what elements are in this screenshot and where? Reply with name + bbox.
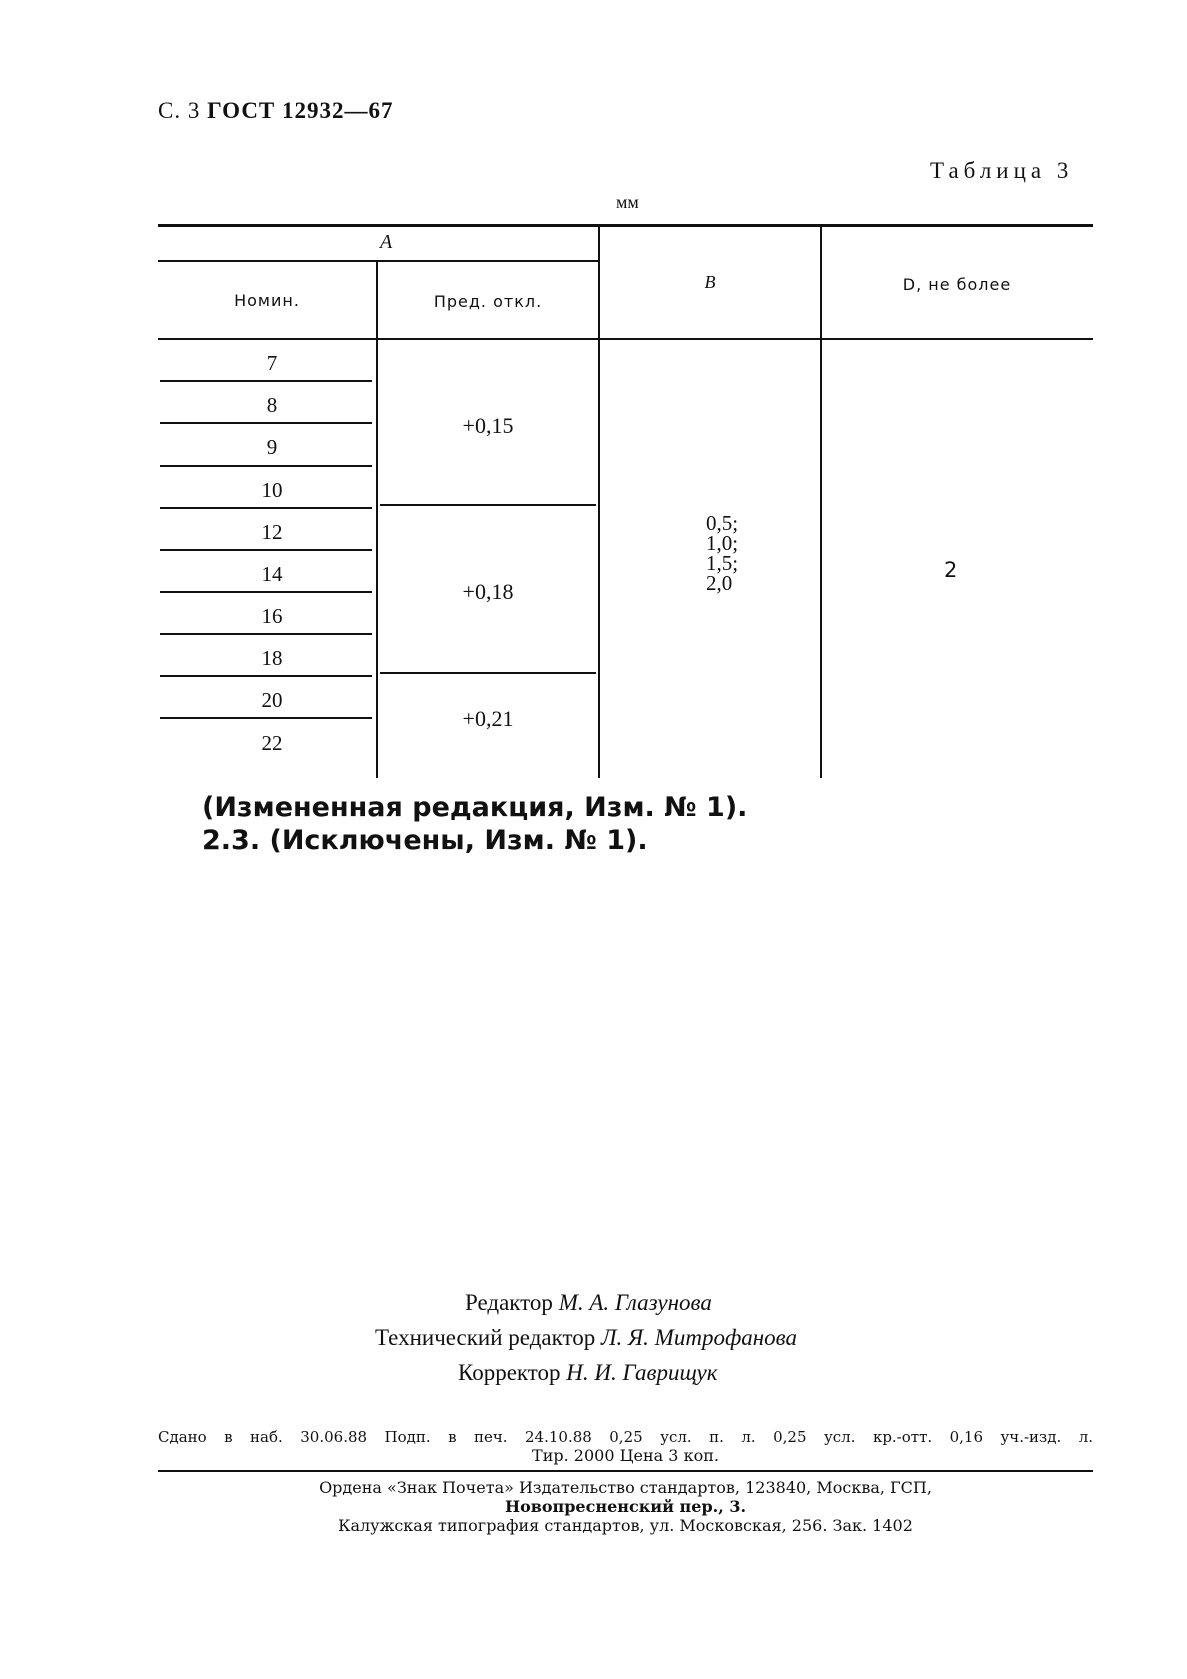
nominal-value: 22 [261,731,283,755]
imprint-line-1: Сдано в наб. 30.06.88 Подп. в печ. 24.10.88 0,25 усл. п. л. 0,25 усл. кр.-отт. 0,16 уч.-изд. л. [158,1428,1093,1446]
nominal-value: 10 [261,478,283,502]
standard-title: ГОСТ 12932—67 [207,98,394,123]
note-excluded: 2.3. (Исключены, Изм. № 1). [202,825,648,856]
deviation-group-rule [380,672,596,674]
row-rule [160,591,372,593]
nominal-value: 8 [266,393,278,417]
imprint-rule [158,1470,1093,1472]
deviation-group-rule [380,504,596,506]
tech-editor-name: Л. Я. Митрофанова [600,1325,798,1350]
credit-tech-editor: Технический редактор Л. Я. Митрофанова [375,1325,798,1350]
column-divider-b [598,226,600,778]
deviation-value: +0,18 [462,579,514,604]
nominal-value: 9 [266,435,278,459]
imprint-line-3: Ордена «Знак Почета» Издательство стандартов, 123840, Москва, ГСП, [319,1478,932,1497]
imprint-line-5: Калужская типография стандартов, ул. Московская, 256. Зак. 1402 [338,1516,913,1535]
header-nominal: Номин. [234,291,300,310]
nominal-value: 14 [261,562,283,586]
b-value: 0,5; [706,511,739,535]
header-bottom-rule [158,338,1093,340]
credit-editor: Редактор М. А. Глазунова [465,1290,712,1315]
row-rule [160,380,372,382]
table-units: мм [616,192,639,212]
nominal-value: 16 [261,604,283,628]
column-divider-d [820,226,822,778]
corrector-name: Н. И. Гаврищук [566,1360,718,1385]
imprint-line-4: Новопресненский пер., 3. [504,1497,747,1516]
page-number: С. 3 [158,98,201,123]
row-rule [160,465,372,467]
page-header [158,98,394,124]
table-top-rule [158,224,1093,227]
table-title: Таблица 3 [930,158,1074,183]
b-values [706,513,738,593]
b-value: 2,0 [706,571,733,595]
row-rule [160,549,372,551]
header-a: A [380,231,393,253]
row-rule [160,507,372,509]
row-rule [160,633,372,635]
b-value: 1,5; [706,551,739,575]
header-deviation: Пред. откл. [433,292,543,311]
a-header-rule [158,260,598,262]
header-b: B [704,272,716,292]
b-value: 1,0; [706,531,739,555]
row-rule [160,422,372,424]
credit-corrector: Корректор Н. И. Гаврищук [458,1360,718,1385]
header-d: D, не более [902,275,1012,294]
nominal-value: 20 [261,688,283,712]
row-rule [160,717,372,719]
nominal-value: 12 [261,520,283,544]
deviation-value: +0,21 [462,706,514,731]
imprint-line-2: Тир. 2000 Цена 3 коп. [532,1446,719,1465]
note-amended: (Измененная редакция, Изм. № 1). [202,792,748,823]
nominal-value: 18 [261,646,283,670]
nominal-value: 7 [266,351,278,375]
d-value: 2 [944,558,958,582]
editor-name: М. А. Глазунова [558,1290,712,1315]
deviation-value: +0,15 [462,413,514,438]
row-rule [160,675,372,677]
